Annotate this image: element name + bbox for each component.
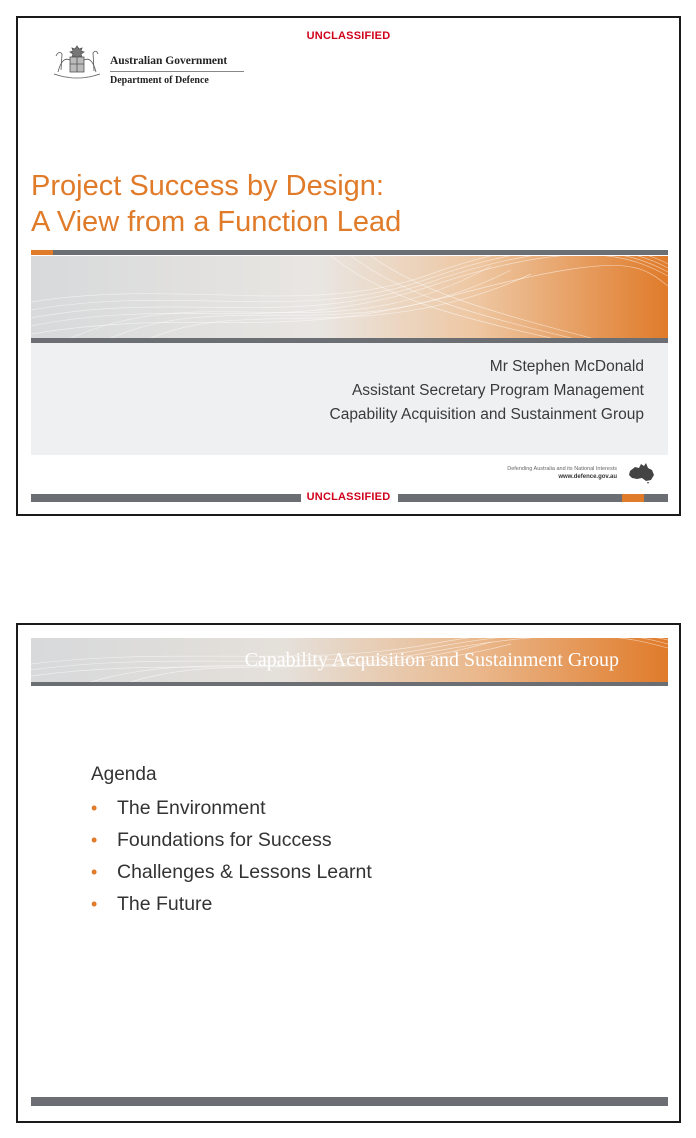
australian-government-logo [48,42,248,86]
slide-header-title: Capability Acquisition and Sustainment Group [244,649,619,671]
agenda-heading: Agenda [91,764,157,785]
logo-divider [110,71,244,72]
agenda-item [91,824,372,856]
logo-text-department: Department of Defence [110,75,209,86]
bullet-icon: • [91,798,98,818]
bullet-icon: • [91,894,98,914]
decorative-wave-banner [31,256,668,338]
title-line-1: Project Success by Design: [31,170,384,202]
title-divider-bar [31,250,668,255]
footer-tagline-block [507,465,617,481]
bullet-icon: • [91,830,98,850]
agenda-item-text: The Environment [117,797,266,819]
footer-tagline: Defending Australia and its National Interests [507,466,617,472]
agenda-item-text: The Future [117,893,213,915]
agenda-item [91,888,372,920]
classification-label-top: UNCLASSIFIED [306,30,391,42]
presenter-group: Capability Acquisition and Sustainment Group [329,406,644,423]
agenda-item [91,856,372,888]
footer-url: www.defence.gov.au [558,474,617,480]
bullet-icon: • [91,862,98,882]
title-divider-accent [31,250,53,255]
presenter-name: Mr Stephen McDonald [489,358,644,375]
australia-map-icon [627,462,657,484]
agenda-list [91,792,372,920]
classification-label-bottom: UNCLASSIFIED [306,491,391,503]
agenda-item [91,792,372,824]
title-slide [16,16,681,516]
agenda-item-text: Foundations for Success [117,829,332,851]
coat-of-arms-icon [48,42,106,84]
agenda-slide [16,623,681,1123]
presenter-role: Assistant Secretary Program Management [351,382,644,399]
slide-title [31,168,401,240]
header-divider-bar [31,682,668,686]
logo-text-government: Australian Government [110,55,228,67]
agenda-item-text: Challenges & Lessons Learnt [117,861,372,883]
title-line-2: A View from a Function Lead [31,206,402,238]
footer-bar [31,1097,668,1106]
presenter-panel [31,343,668,455]
